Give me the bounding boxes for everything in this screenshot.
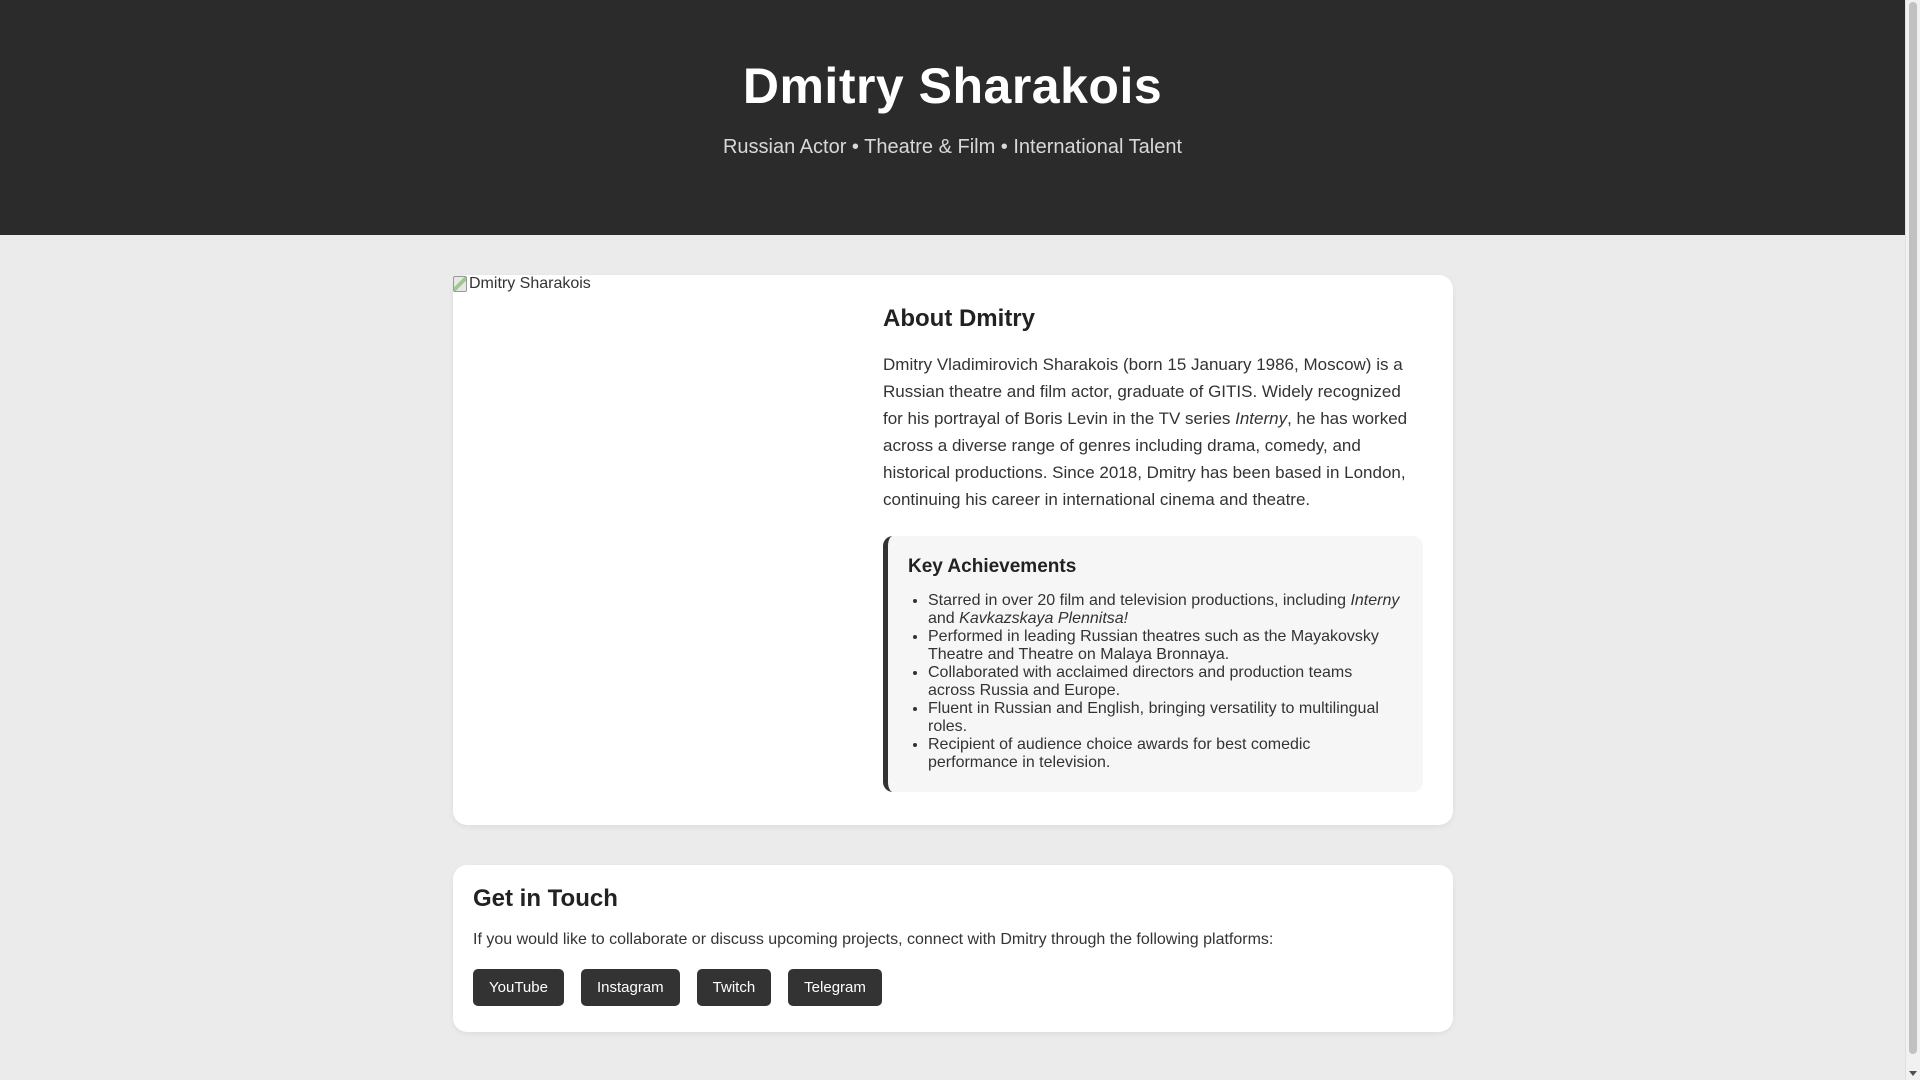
achievement-item: • Collaborated with acclaimed directors and production teams across Russia and Europe. bbox=[928, 664, 1403, 700]
tagline: Russian Actor • Theatre & Film • International Talent bbox=[722, 135, 1183, 158]
achievement-item: • Recipient of audience choice awards for best comedic performance in television. bbox=[928, 736, 1403, 772]
telegram-button[interactable]: Telegram bbox=[788, 969, 882, 1006]
bio-paragraph bbox=[883, 351, 1423, 513]
hero-header bbox=[0, 0, 1905, 235]
contact-card bbox=[453, 865, 1453, 1032]
twitch-button[interactable]: Twitch bbox=[697, 969, 772, 1006]
achievement-item bbox=[928, 592, 1403, 628]
instagram-button[interactable]: Instagram bbox=[581, 969, 680, 1006]
achievement-text: Starred in over 20 film and television productions, including bbox=[928, 592, 1351, 609]
about-card bbox=[453, 275, 1453, 825]
achievement-title-interny: Interny bbox=[1350, 592, 1400, 609]
profile-photo bbox=[453, 275, 853, 825]
achievement-text: and bbox=[928, 610, 960, 627]
social-links bbox=[473, 969, 1433, 1006]
scroll-down-icon[interactable] bbox=[1909, 1071, 1917, 1076]
broken-image-icon bbox=[453, 276, 467, 292]
youtube-button[interactable]: YouTube bbox=[473, 969, 564, 1006]
about-section bbox=[883, 305, 1423, 792]
achievement-title-kavkazskaya: Kavkazskaya Plennitsa! bbox=[959, 610, 1129, 627]
achievement-item: • Performed in leading Russian theatres such as the Mayakovsky Theatre and Theatre on Malaya Bronnaya. bbox=[928, 628, 1403, 664]
contact-text: If you would like to collaborate or discuss upcoming projects, connect with Dmitry through the following platforms: bbox=[473, 931, 1274, 948]
bio-text-1: Dmitry Vladimirovich Sharakois (born 15 January 1986, Moscow) is a Russian theatre and film actor, graduate of GITIS. Widely recognized for his portrayal of Boris Levin in the TV series bbox=[883, 355, 1403, 428]
scrollbar-thumb[interactable] bbox=[1909, 2, 1917, 1054]
page-title: Dmitry Sharakois bbox=[742, 58, 1163, 114]
bio-text-2: , he has worked across a diverse range of genres including drama, comedy, and historical productions. Since 2018, Dmitry has been based in London, continuing his career in international cinema and theatre. bbox=[883, 409, 1408, 509]
vertical-scrollbar[interactable] bbox=[1905, 0, 1920, 1080]
broken-image bbox=[453, 275, 591, 293]
photo-alt-text: Dmitry Sharakois bbox=[469, 275, 591, 292]
achievements-list bbox=[908, 592, 1403, 772]
achievements-box bbox=[883, 536, 1423, 792]
bio-series-title: Interny bbox=[1235, 409, 1288, 428]
contact-heading: Get in Touch bbox=[473, 885, 618, 912]
achievement-item: • Fluent in Russian and English, bringing versatility to multilingual roles. bbox=[928, 700, 1403, 736]
about-heading: About Dmitry bbox=[883, 305, 1035, 332]
achievements-heading: Key Achievements bbox=[908, 556, 1077, 577]
